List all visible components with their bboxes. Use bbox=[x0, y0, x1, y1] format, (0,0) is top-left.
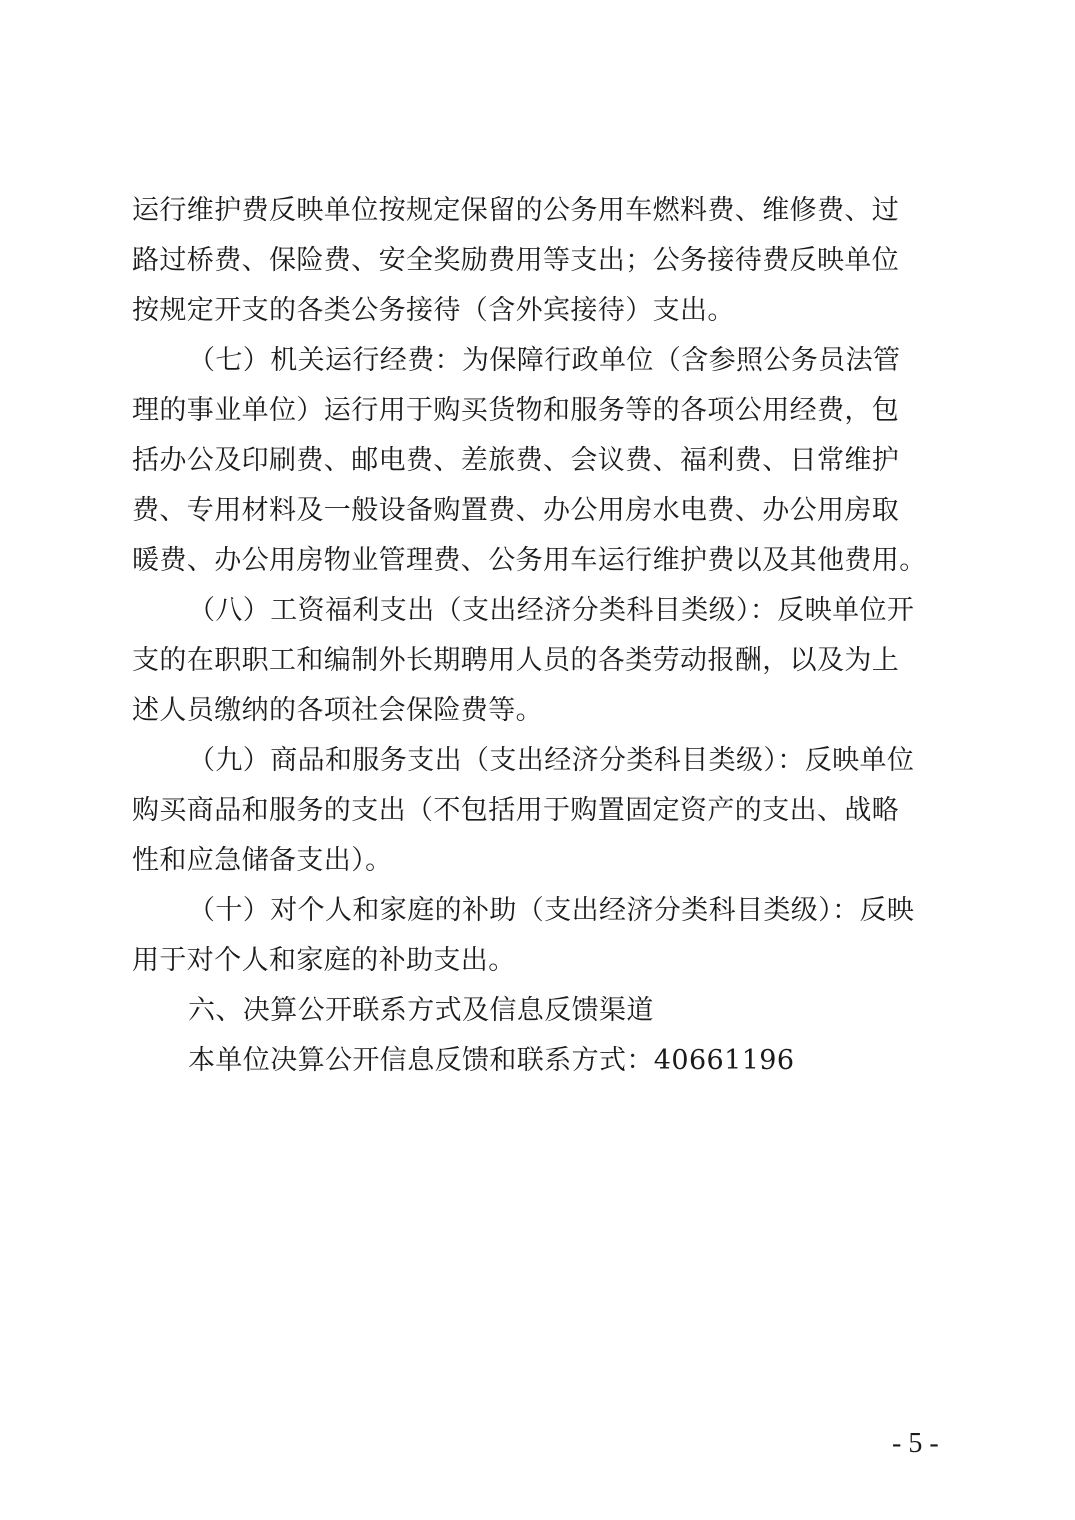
body-line: 支的在职职工和编制外长期聘用人员的各类劳动报酬，以及为上 bbox=[132, 645, 900, 676]
body-line: 用于对个人和家庭的补助支出。 bbox=[132, 945, 516, 976]
body-line: 按规定开支的各类公务接待（含外宾接待）支出。 bbox=[132, 295, 735, 326]
paragraph-start-line: （九）商品和服务支出（支出经济分类科目类级）：反映单位 bbox=[188, 745, 915, 776]
contact-line: 本单位决算公开信息反馈和联系方式：40661196 bbox=[188, 1045, 795, 1076]
paragraph-start-line: （十）对个人和家庭的补助（支出经济分类科目类级）：反映 bbox=[188, 895, 915, 926]
paragraph-start-line: （七）机关运行经费：为保障行政单位（含参照公务员法管 bbox=[188, 345, 901, 376]
page-number: - 5 - bbox=[892, 1428, 939, 1459]
body-line: 费、专用材料及一般设备购置费、办公用房水电费、办公用房取 bbox=[132, 495, 900, 526]
body-line: 路过桥费、保险费、安全奖励费用等支出；公务接待费反映单位 bbox=[132, 245, 900, 276]
body-line: 述人员缴纳的各项社会保险费等。 bbox=[132, 695, 543, 726]
section-heading: 六、决算公开联系方式及信息反馈渠道 bbox=[188, 995, 654, 1026]
body-line: 运行维护费反映单位按规定保留的公务用车燃料费、维修费、过 bbox=[132, 195, 900, 226]
body-line: 理的事业单位）运行用于购买货物和服务等的各项公用经费，包 bbox=[132, 395, 900, 426]
body-line: 括办公及印刷费、邮电费、差旅费、会议费、福利费、日常维护 bbox=[132, 445, 900, 476]
paragraph-start-line: （八）工资福利支出（支出经济分类科目类级）：反映单位开 bbox=[188, 595, 915, 626]
body-line: 暖费、办公用房物业管理费、公务用车运行维护费以及其他费用。 bbox=[132, 545, 927, 576]
body-line: 购买商品和服务的支出（不包括用于购置固定资产的支出、战略 bbox=[132, 795, 900, 826]
document-body bbox=[132, 186, 942, 1086]
body-line: 性和应急储备支出）。 bbox=[132, 845, 393, 876]
